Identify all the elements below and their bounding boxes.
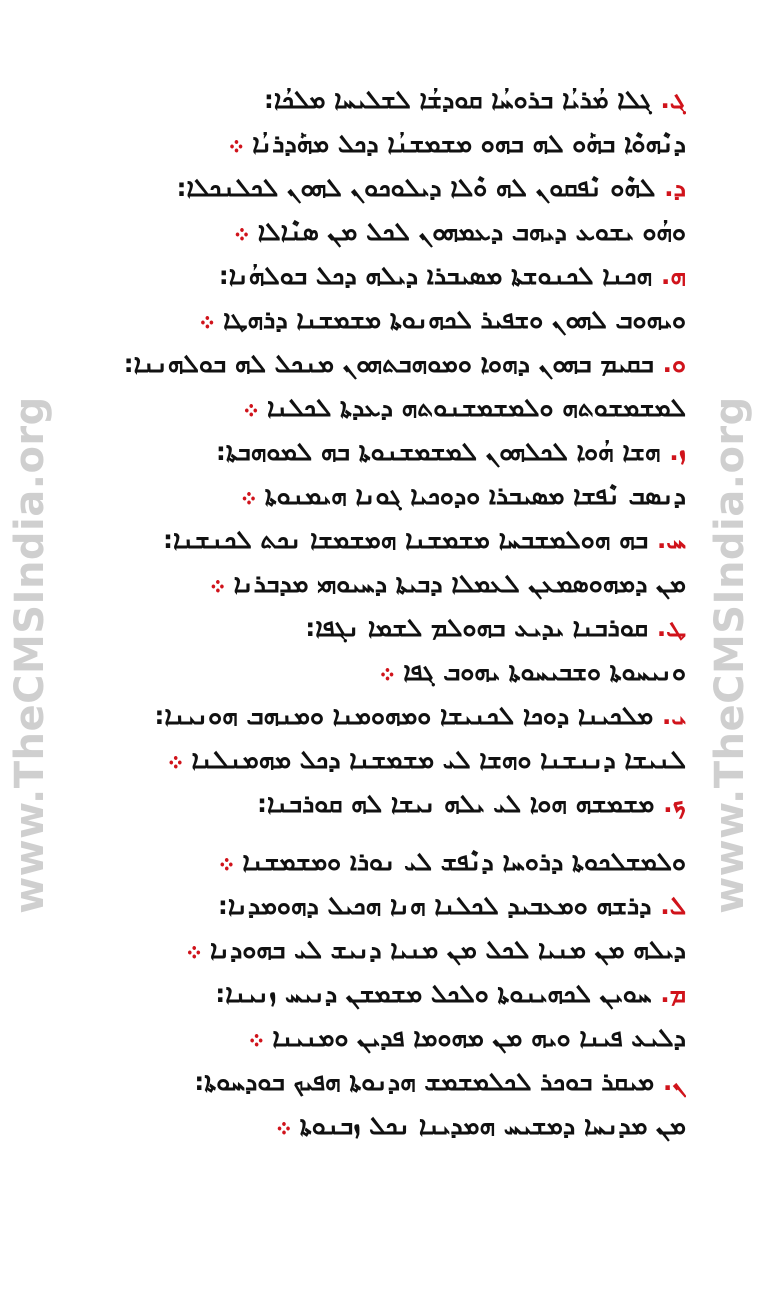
- verse-line: [86, 1104, 686, 1148]
- verse-letter: ܠ.: [660, 891, 686, 920]
- verse-line: [86, 562, 686, 606]
- verse-end-mark: ܀: [240, 481, 256, 510]
- verse-text: ܕܝܠܗ ܡܢ ܡܢܝܐ ܠܟܠ ܡܢ ܡܢܝܐ ܕܢܝܫ ܠܝ ܒܗܘܕܢܐ: [209, 935, 686, 964]
- verse-letter: ܡ.: [660, 979, 686, 1008]
- verse-line: [86, 342, 686, 386]
- verse-end-mark: ܀: [186, 935, 202, 964]
- watermark-right-text: www.TheCMSIndia.org: [707, 396, 753, 914]
- verse-text: ܕܢܣܒ ܢܶܦܫܐ ܡܣܝܒܪܐ ܘܕܘܟܝܐ ܓܘܢܐ ܗܝܡܢܘܬܐ: [264, 481, 686, 510]
- verse-text: ܠܡܫܡܫܘܬܗ ܘܠܡܫܡܫܢܘܬܗ ܕܥܕܬܐ ܠܟܠܢܐ: [267, 393, 686, 422]
- verse-end-mark: ܀: [199, 305, 215, 334]
- verse-line: [86, 782, 686, 826]
- verse-end-mark: ܀: [228, 129, 244, 158]
- verse-text: ܩܘܪܒܢܐ ܝܕܝܥ ܒܗܘܠܡ ܠܫܡܐ ܢܓܦܐ:: [305, 613, 649, 642]
- verse-line: [86, 298, 686, 342]
- verse-end-mark: ܀: [276, 1111, 292, 1140]
- verse-text: ܡܝܩܪ ܒܘܟܪ ܠܟܠܡܫܡܫ ܗܕܢܘܬܐ ܗܦܝܟ ܒܘܕܚܘܬܐ:: [194, 1067, 655, 1096]
- verse-end-mark: ܀: [243, 393, 259, 422]
- verse-line: [86, 78, 686, 122]
- verse-text: ܘܝܗܘܒ ܠܗܘܢ ܘܫܦܝܪ ܠܟܗܢܘܬܐ ܡܫܡܫܢܐ ܕܪܗܛܐ: [223, 305, 686, 334]
- verse-text: ܗܟܢܐ ܠܟܢܘܫܬܐ ܡܣܝܒܪܐ ܕܝܠܗ ܕܟܠ ܒܘܠܗܳܢܐ:: [218, 261, 653, 290]
- verse-text: ܕܢܶܗܘܶܐ ܒܗܰܘ ܠܗ ܒܗܘ ܡܫܡܫܢܳܐ ܕܟܠ ܡܗܰܕܪܢܳܐ: [252, 129, 686, 158]
- verse-end-mark: ܀: [218, 847, 234, 876]
- verse-text-block: [86, 78, 686, 1148]
- verse-letter: ܘ.: [662, 349, 686, 378]
- verse-line: [86, 1060, 686, 1104]
- verse-text: ܠܢܝܫܐ ܕܢܢܫܢܐ ܘܗܫܐ ܠܝ ܡܫܡܫܢܐ ܕܟܠ ܡܗܡܢܠܢܐ: [191, 745, 686, 774]
- verse-line: [86, 606, 686, 650]
- verse-text: ܒܗ ܗܘܠܡܫܒܚܐ ܡܫܡܫܢܐ ܗܡܫܡܫܐ ܢܟܬ ܠܟܢܫܢܐ:: [163, 525, 649, 554]
- verse-text: ܡܫܡܫܗ ܗܘܐ ܠܝ ܝܠܗ ܢܝܫܐ ܠܗ ܩܘܪܒܢܐ:: [257, 789, 655, 818]
- verse-line: [86, 840, 686, 884]
- verse-line: [86, 972, 686, 1016]
- verse-line: [86, 122, 686, 166]
- verse-text: ܓܠܐ ܡܳܪܝܳܐ ܒܪܘܚܳܐ ܩܘܕܫܳܐ ܠܫܠܝܚܐ ܡܠܟܳܐ:: [263, 85, 652, 114]
- verse-text: ܒܩܝܡ ܒܗܘܢ ܕܗܘܐ ܘܡܘܗܒܬܗܘܢ ܡܢܟܠ ܠܗ ܒܘܠܗܢܢܐ:: [123, 349, 654, 378]
- verse-line: [86, 210, 686, 254]
- verse-line: [86, 738, 686, 782]
- verse-line: [86, 166, 686, 210]
- verse-text: ܗܫܐ ܗܳܘܐ ܠܟܠܗܘܢ ܠܡܫܡܫܢܘܬܐ ܒܗ ܠܡܘܗܒܬܐ:: [215, 437, 661, 466]
- verse-letter: ܝ.: [661, 701, 686, 730]
- verse-text: ܘܗܳܘ ܝܫܘܥ ܕܝܗܒ ܕܥܡܗܘܢ ܠܟܠ ܡܢ ܣܢܶܐܠܐ: [257, 217, 686, 246]
- verse-line: [86, 474, 686, 518]
- watermark-left: [0, 0, 60, 1310]
- verse-line: [86, 650, 686, 694]
- verse-text: ܠܗܶܘ ܢܶܦܩܘܢ ܠܗ ܘܶܠܐ ܕܝܠܘܟܘܢ ܠܗܘܢ ܠܟܠܢܟܠܐ:: [176, 173, 656, 202]
- verse-text: ܡܠܟܝܢܐ ܕܘܟܐ ܠܟܢܝܫܐ ܘܡܗܘܡܢܐ ܘܡܢܗܒ ܗܘܢܝܢܐ:: [154, 701, 654, 730]
- verse-text: ܕܠܝܥ ܦܝܢܐ ܘܝܗ ܡܢ ܡܗܘܡܐ ܦܕܝܢ ܘܡܢܝܢܐ: [272, 1023, 686, 1052]
- verse-letter: ܙ.: [669, 437, 686, 466]
- verse-letter: ܛ.: [656, 613, 686, 642]
- watermark-left-text: www.TheCMSIndia.org: [7, 396, 53, 914]
- verse-text: ܘܠܡܫܠܟܘܬܐ ܕܪܘܚܐ ܕܢܶܦܫ ܠܝ ܢܘܪܐ ܘܡܫܡܫܢܐ: [242, 847, 686, 876]
- verse-end-mark: ܀: [234, 217, 250, 246]
- verse-letter: ܢ.: [662, 1067, 686, 1096]
- verse-end-mark: ܀: [209, 569, 225, 598]
- verse-end-mark: ܀: [379, 657, 395, 686]
- verse-line: [86, 254, 686, 298]
- verse-line: [86, 884, 686, 928]
- verse-text: ܕܪܫܗ ܘܡܥܒܝܕ ܠܟܠܢܐ ܗܢܐ ܗܟܝܠ ܕܗܘܡܕܢܐ:: [217, 891, 652, 920]
- verse-line: [86, 386, 686, 430]
- verse-letter: ܚ.: [656, 525, 686, 554]
- verse-letter: ܟ.: [663, 789, 686, 818]
- verse-line: [86, 1016, 686, 1060]
- verse-letter: ܕ.: [664, 173, 686, 202]
- verse-letter: ܓ.: [660, 85, 686, 114]
- verse-end-mark: ܀: [167, 745, 183, 774]
- watermark-right: [700, 0, 760, 1310]
- verse-line: [86, 430, 686, 474]
- verse-line: [86, 928, 686, 972]
- verse-text: ܡܢ ܕܡܗܘܣܡܥܢ ܠܥܡܠܐ ܕܒܝܬܐ ܕܚܝܘܗܝ ܡܕܒܪܢܐ: [233, 569, 686, 598]
- verse-text: ܚܘܝܢ ܠܟܗܝܢܘܬܐ ܘܠܟܠ ܡܫܡܫܢ ܕܢܝܚ ܙܢܝܢܐ:: [215, 979, 652, 1008]
- verse-text: ܘܢܝܚܘܬܐ ܘܫܒܝܚܘܬܐ ܝܗܘܒ ܓܦܐ: [403, 657, 686, 686]
- verse-text: ܡܢ ܡܕܢܚܐ ܕܡܫܝܚ ܗܡܕܝܢܐ ܢܟܠ ܙܒܢܘܬܐ: [299, 1111, 686, 1140]
- verse-letter: ܗ.: [660, 261, 686, 290]
- verse-end-mark: ܀: [248, 1023, 264, 1052]
- verse-line: [86, 518, 686, 562]
- verse-line: [86, 694, 686, 738]
